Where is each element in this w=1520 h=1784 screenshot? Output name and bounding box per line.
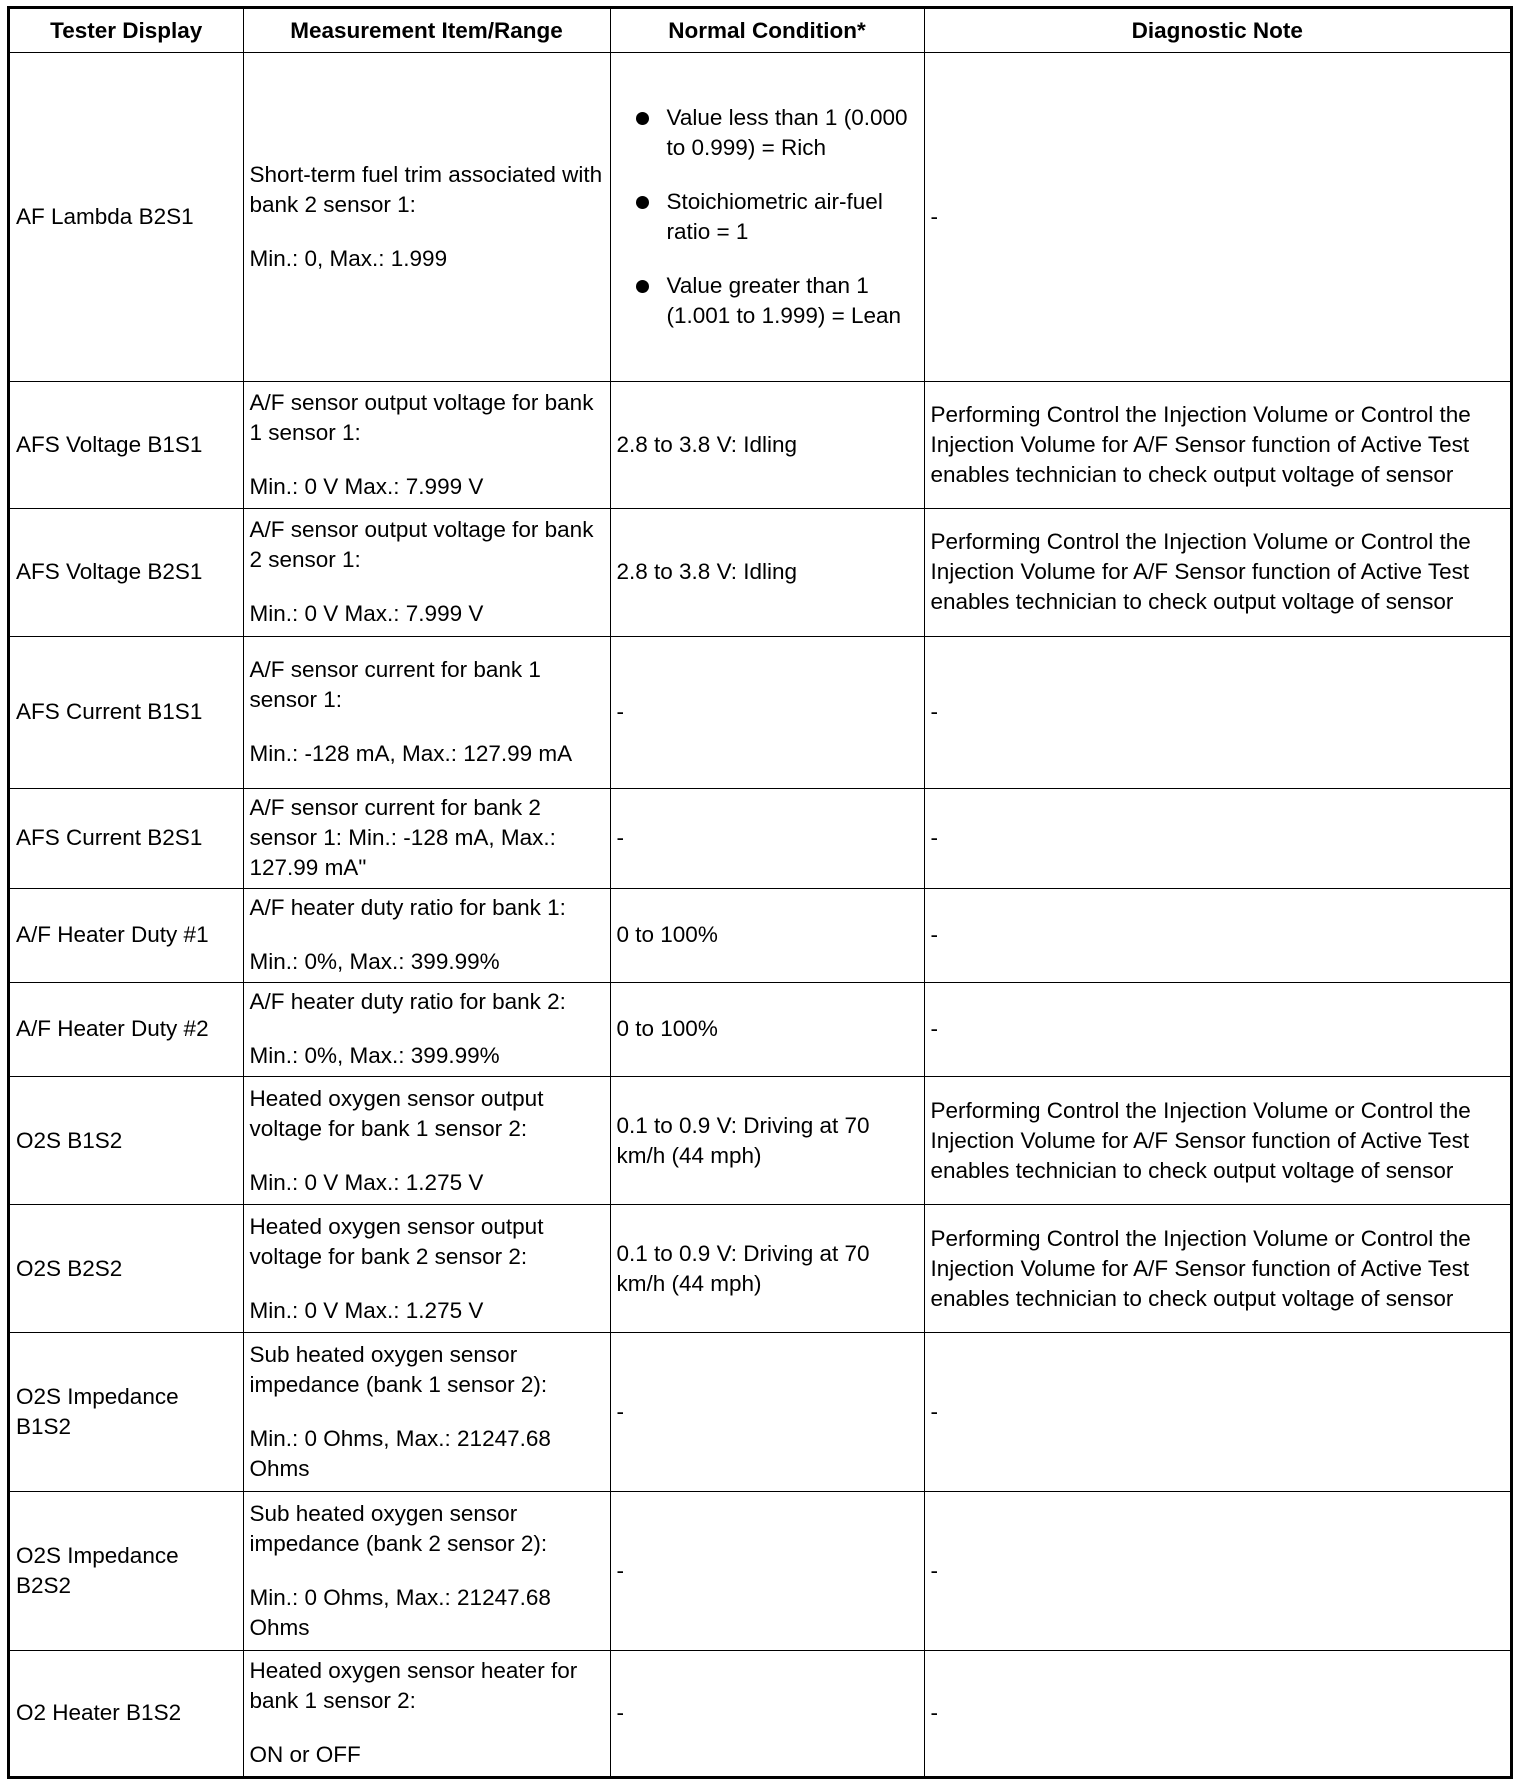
header-tester-display: Tester Display — [10, 9, 243, 53]
table-row — [10, 636, 1510, 788]
cell-normal-condition: 2.8 to 3.8 V: Idling — [610, 381, 924, 508]
measurement-line: Min.: 0%, Max.: 399.99% — [249, 1043, 500, 1069]
data-list-sheet — [7, 6, 1513, 1779]
cell-measurement-item — [243, 1333, 610, 1492]
measurement-line: Sub heated oxygen sensor impedance (bank 1 sensor 2): — [249, 1342, 548, 1398]
measurement-line: A/F heater duty ratio for bank 2: — [249, 989, 566, 1015]
cell-diagnostic-note: - — [924, 982, 1510, 1076]
measurement-line: Min.: 0 Ohms, Max.: 21247.68 Ohms — [249, 1426, 551, 1482]
list-item: Stoichiometric air-fuel ratio = 1 — [617, 187, 918, 247]
normal-condition-list — [617, 103, 918, 331]
cell-tester-display: A/F Heater Duty #2 — [10, 982, 243, 1076]
cell-normal-condition: - — [610, 789, 924, 889]
cell-measurement-item — [243, 1205, 610, 1333]
cell-normal-condition: 0.1 to 0.9 V: Driving at 70 km/h (44 mph) — [610, 1077, 924, 1205]
cell-diagnostic-note: - — [924, 53, 1510, 382]
cell-tester-display: AFS Voltage B2S1 — [10, 508, 243, 636]
measurement-line: A/F sensor current for bank 2 sensor 1: Min.: -128 mA, Max.: 127.99 mA" — [249, 795, 556, 881]
cell-tester-display: O2S Impedance B2S2 — [10, 1492, 243, 1651]
table-row — [10, 53, 1510, 382]
cell-normal-condition: 2.8 to 3.8 V: Idling — [610, 508, 924, 636]
measurement-line: A/F sensor output voltage for bank 2 sensor 1: — [249, 517, 594, 573]
measurement-line: Min.: 0%, Max.: 399.99% — [249, 949, 500, 975]
measurement-line: Heated oxygen sensor heater for bank 1 sensor 2: — [249, 1658, 578, 1714]
cell-diagnostic-note: - — [924, 888, 1510, 982]
cell-measurement-item — [243, 53, 610, 382]
measurement-line: Sub heated oxygen sensor impedance (bank 2 sensor 2): — [249, 1501, 548, 1557]
cell-normal-condition: 0 to 100% — [610, 982, 924, 1076]
cell-tester-display: O2S B2S2 — [10, 1205, 243, 1333]
cell-diagnostic-note: Performing Control the Injection Volume or Control the Injection Volume for A/F Sensor function of Active Test enables technician to check output voltage of sensor — [924, 1205, 1510, 1333]
measurement-line: Min.: 0 V Max.: 1.275 V — [249, 1169, 484, 1195]
cell-measurement-item — [243, 508, 610, 636]
cell-diagnostic-note: - — [924, 636, 1510, 788]
header-diagnostic-note: Diagnostic Note — [924, 9, 1510, 53]
measurement-line: Min.: -128 mA, Max.: 127.99 mA — [249, 741, 573, 767]
cell-diagnostic-note: Performing Control the Injection Volume or Control the Injection Volume for A/F Sensor function of Active Test enables technician to check output voltage of sensor — [924, 508, 1510, 636]
cell-normal-condition: - — [610, 1650, 924, 1776]
cell-tester-display: AF Lambda B2S1 — [10, 53, 243, 382]
cell-measurement-item — [243, 1650, 610, 1776]
measurement-line: Heated oxygen sensor output voltage for bank 2 sensor 2: — [249, 1213, 544, 1269]
cell-tester-display: O2S B1S2 — [10, 1077, 243, 1205]
cell-measurement-item — [243, 381, 610, 508]
cell-normal-condition: - — [610, 1333, 924, 1492]
table-row — [10, 508, 1510, 636]
measurement-line: A/F heater duty ratio for bank 1: — [249, 895, 566, 921]
cell-tester-display: AFS Current B2S1 — [10, 789, 243, 889]
measurement-line: Heated oxygen sensor output voltage for bank 1 sensor 2: — [249, 1085, 544, 1141]
cell-tester-display: O2 Heater B1S2 — [10, 1650, 243, 1776]
cell-tester-display: AFS Current B1S1 — [10, 636, 243, 788]
list-item: Value less than 1 (0.000 to 0.999) = Rich — [617, 103, 918, 163]
cell-normal-condition: 0 to 100% — [610, 888, 924, 982]
cell-measurement-item — [243, 636, 610, 788]
table-row — [10, 982, 1510, 1076]
cell-tester-display: O2S Impedance B1S2 — [10, 1333, 243, 1492]
table-row — [10, 381, 1510, 508]
cell-normal-condition — [610, 53, 924, 382]
cell-measurement-item — [243, 982, 610, 1076]
header-row — [10, 9, 1510, 53]
cell-normal-condition: - — [610, 636, 924, 788]
table-row — [10, 888, 1510, 982]
cell-measurement-item — [243, 888, 610, 982]
cell-diagnostic-note: - — [924, 1333, 1510, 1492]
table-row — [10, 1333, 1510, 1492]
header-normal-condition: Normal Condition* — [610, 9, 924, 53]
cell-tester-display: A/F Heater Duty #1 — [10, 888, 243, 982]
cell-diagnostic-note: Performing Control the Injection Volume or Control the Injection Volume for A/F Sensor function of Active Test enables technician to check output voltage of sensor — [924, 1077, 1510, 1205]
cell-diagnostic-note: - — [924, 1650, 1510, 1776]
cell-normal-condition: 0.1 to 0.9 V: Driving at 70 km/h (44 mph) — [610, 1205, 924, 1333]
measurement-line: Short-term fuel trim associated with bank 2 sensor 1: — [249, 161, 603, 217]
cell-normal-condition: - — [610, 1492, 924, 1651]
table-row — [10, 1205, 1510, 1333]
table-row — [10, 1650, 1510, 1776]
table-row — [10, 789, 1510, 889]
measurement-line: Min.: 0 V Max.: 7.999 V — [249, 473, 484, 499]
measurement-line: Min.: 0 V Max.: 7.999 V — [249, 601, 484, 627]
data-list-table — [10, 9, 1510, 1776]
cell-measurement-item — [243, 789, 610, 889]
list-item: Value greater than 1 (1.001 to 1.999) = Lean — [617, 271, 918, 331]
cell-measurement-item — [243, 1077, 610, 1205]
cell-diagnostic-note: - — [924, 1492, 1510, 1651]
cell-tester-display: AFS Voltage B1S1 — [10, 381, 243, 508]
header-measurement-item: Measurement Item/Range — [243, 9, 610, 53]
measurement-line: ON or OFF — [249, 1742, 361, 1768]
table-row — [10, 1492, 1510, 1651]
measurement-line: A/F sensor output voltage for bank 1 sensor 1: — [249, 389, 594, 445]
cell-measurement-item — [243, 1492, 610, 1651]
cell-diagnostic-note: Performing Control the Injection Volume or Control the Injection Volume for A/F Sensor function of Active Test enables technician to check output voltage of sensor — [924, 381, 1510, 508]
measurement-line: Min.: 0 Ohms, Max.: 21247.68 Ohms — [249, 1585, 551, 1641]
measurement-line: A/F sensor current for bank 1 sensor 1: — [249, 657, 541, 713]
table-row — [10, 1077, 1510, 1205]
measurement-line: Min.: 0 V Max.: 1.275 V — [249, 1297, 484, 1323]
cell-diagnostic-note: - — [924, 789, 1510, 889]
measurement-line: Min.: 0, Max.: 1.999 — [249, 245, 448, 271]
